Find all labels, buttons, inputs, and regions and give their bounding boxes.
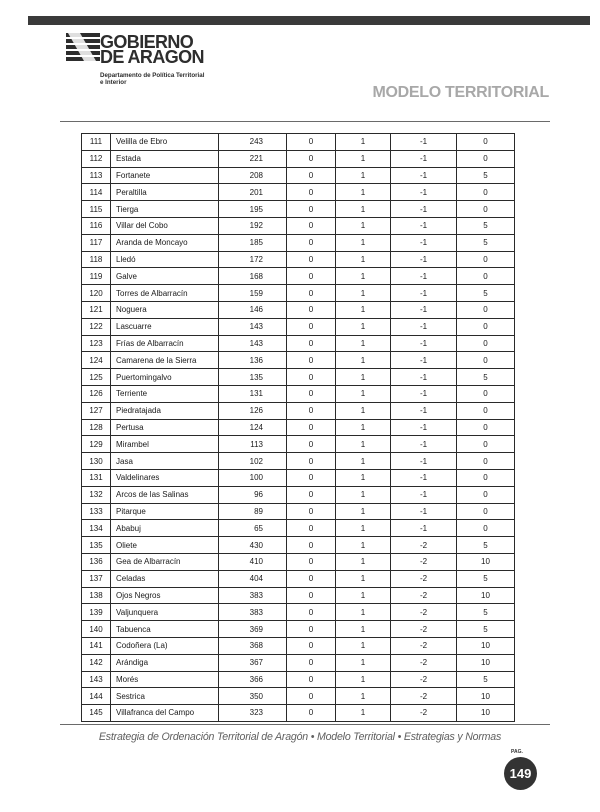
- cell-municipality: Pitarque: [111, 503, 219, 520]
- cell-value-b: 1: [336, 301, 391, 318]
- department-line-2: e Interior: [100, 79, 127, 86]
- cell-value-c: -1: [391, 234, 457, 251]
- cell-municipality: Piedratajada: [111, 402, 219, 419]
- cell-value-c: -1: [391, 251, 457, 268]
- cell-municipality: Torres de Albarracín: [111, 285, 219, 302]
- cell-municipality: Codoñera (La): [111, 637, 219, 654]
- cell-row-number: 126: [82, 385, 111, 402]
- cell-value-c: -2: [391, 570, 457, 587]
- cell-value-a: 0: [287, 335, 336, 352]
- cell-value-c: -1: [391, 520, 457, 537]
- cell-row-number: 133: [82, 503, 111, 520]
- cell-population: 366: [219, 671, 287, 688]
- cell-value-d: 5: [457, 604, 515, 621]
- cell-value-d: 5: [457, 621, 515, 638]
- cell-municipality: Gea de Albarracín: [111, 553, 219, 570]
- table-row: [82, 402, 515, 419]
- page-number: 149: [504, 757, 537, 790]
- cell-value-a: 0: [287, 570, 336, 587]
- cell-municipality: Terriente: [111, 385, 219, 402]
- table-row: [82, 301, 515, 318]
- cell-value-a: 0: [287, 201, 336, 218]
- cell-population: 135: [219, 369, 287, 386]
- cell-value-c: -1: [391, 268, 457, 285]
- table-row: [82, 268, 515, 285]
- cell-value-b: 1: [336, 688, 391, 705]
- table-row: [82, 604, 515, 621]
- cell-population: 143: [219, 318, 287, 335]
- cell-value-c: -1: [391, 436, 457, 453]
- table-row: [82, 150, 515, 167]
- cell-population: 143: [219, 335, 287, 352]
- cell-value-a: 0: [287, 251, 336, 268]
- cell-population: 430: [219, 537, 287, 554]
- cell-value-c: -1: [391, 402, 457, 419]
- cell-value-d: 5: [457, 369, 515, 386]
- cell-municipality: Estada: [111, 150, 219, 167]
- cell-population: 383: [219, 587, 287, 604]
- cell-value-a: 0: [287, 705, 336, 722]
- cell-row-number: 111: [82, 134, 111, 151]
- cell-value-d: 0: [457, 419, 515, 436]
- cell-municipality: Noguera: [111, 301, 219, 318]
- table-row: [82, 469, 515, 486]
- cell-row-number: 120: [82, 285, 111, 302]
- cell-value-c: -1: [391, 453, 457, 470]
- cell-value-b: 1: [336, 654, 391, 671]
- cell-value-d: 5: [457, 217, 515, 234]
- cell-value-c: -1: [391, 285, 457, 302]
- cell-population: 185: [219, 234, 287, 251]
- cell-value-c: -2: [391, 688, 457, 705]
- cell-value-c: -2: [391, 654, 457, 671]
- cell-population: 404: [219, 570, 287, 587]
- logo-line-2: DE ARAGON: [100, 47, 204, 67]
- cell-value-b: 1: [336, 469, 391, 486]
- table-row: [82, 520, 515, 537]
- cell-value-c: -1: [391, 469, 457, 486]
- cell-municipality: Celadas: [111, 570, 219, 587]
- cell-value-a: 0: [287, 654, 336, 671]
- cell-value-d: 5: [457, 570, 515, 587]
- cell-value-a: 0: [287, 604, 336, 621]
- cell-row-number: 143: [82, 671, 111, 688]
- table-row: [82, 318, 515, 335]
- cell-row-number: 131: [82, 469, 111, 486]
- table-row: [82, 436, 515, 453]
- cell-municipality: Villar del Cobo: [111, 217, 219, 234]
- cell-value-a: 0: [287, 537, 336, 554]
- cell-value-b: 1: [336, 134, 391, 151]
- cell-municipality: Valjunquera: [111, 604, 219, 621]
- cell-row-number: 118: [82, 251, 111, 268]
- table-row: [82, 217, 515, 234]
- cell-row-number: 142: [82, 654, 111, 671]
- cell-value-d: 0: [457, 134, 515, 151]
- cell-value-c: -1: [391, 335, 457, 352]
- cell-value-a: 0: [287, 671, 336, 688]
- logo-line-1: GOBIERNO: [100, 32, 194, 52]
- cell-municipality: Lledó: [111, 251, 219, 268]
- cell-value-c: -2: [391, 587, 457, 604]
- cell-value-a: 0: [287, 184, 336, 201]
- cell-value-b: 1: [336, 318, 391, 335]
- cell-value-a: 0: [287, 469, 336, 486]
- table-row: [82, 234, 515, 251]
- cell-value-b: 1: [336, 537, 391, 554]
- table-row: [82, 419, 515, 436]
- cell-value-d: 0: [457, 469, 515, 486]
- cell-municipality: Sestrica: [111, 688, 219, 705]
- cell-population: 102: [219, 453, 287, 470]
- table-row: [82, 285, 515, 302]
- top-bar: [28, 16, 590, 25]
- cell-value-b: 1: [336, 352, 391, 369]
- cell-value-b: 1: [336, 369, 391, 386]
- cell-value-c: -1: [391, 503, 457, 520]
- cell-municipality: Peraltilla: [111, 184, 219, 201]
- table-row: [82, 553, 515, 570]
- table-row: [82, 453, 515, 470]
- department-name: [100, 72, 204, 86]
- cell-value-d: 5: [457, 285, 515, 302]
- table-row: [82, 705, 515, 722]
- cell-value-a: 0: [287, 688, 336, 705]
- cell-value-d: 0: [457, 318, 515, 335]
- cell-value-d: 0: [457, 352, 515, 369]
- cell-value-c: -1: [391, 318, 457, 335]
- cell-population: 410: [219, 553, 287, 570]
- cell-population: 124: [219, 419, 287, 436]
- cell-value-a: 0: [287, 402, 336, 419]
- cell-row-number: 135: [82, 537, 111, 554]
- cell-municipality: Aranda de Moncayo: [111, 234, 219, 251]
- cell-value-d: 0: [457, 268, 515, 285]
- table-row: [82, 671, 515, 688]
- cell-value-b: 1: [336, 234, 391, 251]
- cell-value-b: 1: [336, 150, 391, 167]
- table-row: [82, 637, 515, 654]
- cell-value-d: 10: [457, 705, 515, 722]
- cell-value-c: -1: [391, 167, 457, 184]
- cell-municipality: Ojos Negros: [111, 587, 219, 604]
- cell-value-b: 1: [336, 604, 391, 621]
- cell-row-number: 130: [82, 453, 111, 470]
- cell-value-c: -2: [391, 553, 457, 570]
- cell-value-a: 0: [287, 167, 336, 184]
- cell-value-a: 0: [287, 318, 336, 335]
- table-row: [82, 335, 515, 352]
- cell-municipality: Arándiga: [111, 654, 219, 671]
- cell-value-d: 0: [457, 150, 515, 167]
- table-row: [82, 503, 515, 520]
- cell-row-number: 127: [82, 402, 111, 419]
- cell-value-b: 1: [336, 217, 391, 234]
- table-row: [82, 385, 515, 402]
- cell-row-number: 115: [82, 201, 111, 218]
- cell-value-a: 0: [287, 134, 336, 151]
- cell-row-number: 125: [82, 369, 111, 386]
- cell-municipality: Puertomingalvo: [111, 369, 219, 386]
- cell-value-d: 0: [457, 520, 515, 537]
- table-row: [82, 537, 515, 554]
- cell-population: 96: [219, 486, 287, 503]
- cell-value-a: 0: [287, 637, 336, 654]
- cell-municipality: Pertusa: [111, 419, 219, 436]
- cell-row-number: 136: [82, 553, 111, 570]
- cell-value-c: -1: [391, 385, 457, 402]
- cell-value-d: 0: [457, 251, 515, 268]
- cell-value-b: 1: [336, 486, 391, 503]
- cell-row-number: 139: [82, 604, 111, 621]
- cell-value-c: -2: [391, 604, 457, 621]
- cell-value-a: 0: [287, 385, 336, 402]
- cell-value-b: 1: [336, 705, 391, 722]
- table-row: [82, 654, 515, 671]
- cell-row-number: 116: [82, 217, 111, 234]
- department-line-1: Departamento de Política Territorial: [100, 72, 205, 79]
- logo: [66, 31, 216, 91]
- cell-value-c: -2: [391, 705, 457, 722]
- cell-municipality: Ababuj: [111, 520, 219, 537]
- cell-population: 367: [219, 654, 287, 671]
- cell-value-c: -2: [391, 637, 457, 654]
- cell-value-d: 5: [457, 671, 515, 688]
- cell-value-b: 1: [336, 587, 391, 604]
- cell-population: 221: [219, 150, 287, 167]
- cell-value-d: 0: [457, 453, 515, 470]
- cell-value-c: -1: [391, 301, 457, 318]
- cell-value-c: -2: [391, 671, 457, 688]
- table-row: [82, 621, 515, 638]
- cell-value-b: 1: [336, 553, 391, 570]
- cell-value-b: 1: [336, 621, 391, 638]
- table-row: [82, 251, 515, 268]
- cell-value-a: 0: [287, 301, 336, 318]
- cell-population: 323: [219, 705, 287, 722]
- cell-row-number: 144: [82, 688, 111, 705]
- cell-population: 126: [219, 402, 287, 419]
- cell-row-number: 117: [82, 234, 111, 251]
- aragon-logo-icon: [66, 33, 100, 61]
- cell-municipality: Frías de Albarracín: [111, 335, 219, 352]
- cell-municipality: Morés: [111, 671, 219, 688]
- cell-population: 146: [219, 301, 287, 318]
- cell-value-b: 1: [336, 402, 391, 419]
- cell-population: 89: [219, 503, 287, 520]
- cell-population: 383: [219, 604, 287, 621]
- cell-row-number: 129: [82, 436, 111, 453]
- cell-population: 208: [219, 167, 287, 184]
- cell-value-c: -1: [391, 419, 457, 436]
- cell-value-a: 0: [287, 150, 336, 167]
- table-row: [82, 134, 515, 151]
- cell-municipality: Lascuarre: [111, 318, 219, 335]
- cell-value-b: 1: [336, 570, 391, 587]
- cell-row-number: 114: [82, 184, 111, 201]
- cell-value-d: 0: [457, 503, 515, 520]
- cell-row-number: 137: [82, 570, 111, 587]
- cell-value-d: 0: [457, 335, 515, 352]
- cell-row-number: 123: [82, 335, 111, 352]
- cell-value-d: 10: [457, 654, 515, 671]
- cell-population: 100: [219, 469, 287, 486]
- cell-value-a: 0: [287, 419, 336, 436]
- cell-value-a: 0: [287, 453, 336, 470]
- cell-municipality: Fortanete: [111, 167, 219, 184]
- cell-population: 65: [219, 520, 287, 537]
- cell-municipality: Jasa: [111, 453, 219, 470]
- cell-value-c: -1: [391, 217, 457, 234]
- cell-value-a: 0: [287, 436, 336, 453]
- cell-population: 159: [219, 285, 287, 302]
- table-row: [82, 352, 515, 369]
- cell-population: 168: [219, 268, 287, 285]
- cell-value-b: 1: [336, 335, 391, 352]
- cell-municipality: Camarena de la Sierra: [111, 352, 219, 369]
- cell-value-a: 0: [287, 352, 336, 369]
- cell-value-a: 0: [287, 587, 336, 604]
- cell-value-a: 0: [287, 621, 336, 638]
- cell-value-d: 0: [457, 486, 515, 503]
- cell-value-b: 1: [336, 184, 391, 201]
- cell-row-number: 122: [82, 318, 111, 335]
- cell-value-a: 0: [287, 553, 336, 570]
- cell-row-number: 119: [82, 268, 111, 285]
- cell-value-a: 0: [287, 369, 336, 386]
- table-row: [82, 570, 515, 587]
- cell-value-b: 1: [336, 503, 391, 520]
- cell-municipality: Velilla de Ebro: [111, 134, 219, 151]
- table-row: [82, 167, 515, 184]
- cell-value-d: 0: [457, 201, 515, 218]
- cell-municipality: Tabuenca: [111, 621, 219, 638]
- cell-population: 113: [219, 436, 287, 453]
- cell-row-number: 112: [82, 150, 111, 167]
- cell-value-b: 1: [336, 201, 391, 218]
- cell-value-b: 1: [336, 251, 391, 268]
- cell-row-number: 128: [82, 419, 111, 436]
- cell-value-d: 5: [457, 537, 515, 554]
- table-row: [82, 369, 515, 386]
- cell-row-number: 134: [82, 520, 111, 537]
- cell-value-d: 5: [457, 167, 515, 184]
- cell-population: 369: [219, 621, 287, 638]
- cell-population: 243: [219, 134, 287, 151]
- cell-value-d: 0: [457, 385, 515, 402]
- header-divider: [60, 121, 550, 122]
- cell-population: 131: [219, 385, 287, 402]
- cell-value-d: 5: [457, 234, 515, 251]
- cell-value-d: 0: [457, 301, 515, 318]
- cell-value-b: 1: [336, 453, 391, 470]
- cell-value-d: 10: [457, 587, 515, 604]
- cell-value-a: 0: [287, 520, 336, 537]
- cell-population: 172: [219, 251, 287, 268]
- cell-population: 136: [219, 352, 287, 369]
- cell-value-c: -1: [391, 369, 457, 386]
- cell-value-d: 0: [457, 436, 515, 453]
- data-table: [81, 133, 515, 722]
- cell-row-number: 138: [82, 587, 111, 604]
- cell-value-d: 10: [457, 688, 515, 705]
- cell-value-c: -1: [391, 134, 457, 151]
- table-row: [82, 688, 515, 705]
- cell-value-b: 1: [336, 285, 391, 302]
- cell-row-number: 132: [82, 486, 111, 503]
- footer-text: Estrategia de Ordenación Territorial de Aragón • Modelo Territorial • Estrategias y Normas: [98, 731, 502, 743]
- cell-value-d: 10: [457, 553, 515, 570]
- cell-value-a: 0: [287, 234, 336, 251]
- section-title: MODELO TERRITORIAL: [372, 84, 549, 101]
- cell-value-c: -2: [391, 621, 457, 638]
- cell-value-d: 0: [457, 402, 515, 419]
- cell-value-c: -2: [391, 537, 457, 554]
- cell-municipality: Tierga: [111, 201, 219, 218]
- table-row: [82, 486, 515, 503]
- cell-value-b: 1: [336, 671, 391, 688]
- cell-row-number: 113: [82, 167, 111, 184]
- footer-divider: [60, 724, 550, 725]
- page-label: PAG.: [511, 749, 523, 755]
- cell-municipality: Oliete: [111, 537, 219, 554]
- cell-row-number: 141: [82, 637, 111, 654]
- cell-value-b: 1: [336, 436, 391, 453]
- table-row: [82, 201, 515, 218]
- cell-row-number: 124: [82, 352, 111, 369]
- cell-value-b: 1: [336, 419, 391, 436]
- cell-value-b: 1: [336, 167, 391, 184]
- cell-value-c: -1: [391, 150, 457, 167]
- cell-value-c: -1: [391, 486, 457, 503]
- cell-value-b: 1: [336, 520, 391, 537]
- cell-row-number: 145: [82, 705, 111, 722]
- cell-value-c: -1: [391, 201, 457, 218]
- cell-population: 350: [219, 688, 287, 705]
- table-row: [82, 184, 515, 201]
- cell-municipality: Mirambel: [111, 436, 219, 453]
- cell-municipality: Arcos de las Salinas: [111, 486, 219, 503]
- cell-value-a: 0: [287, 268, 336, 285]
- cell-value-a: 0: [287, 285, 336, 302]
- cell-municipality: Valdelinares: [111, 469, 219, 486]
- cell-value-c: -1: [391, 184, 457, 201]
- cell-value-a: 0: [287, 217, 336, 234]
- cell-municipality: Villafranca del Campo: [111, 705, 219, 722]
- cell-row-number: 140: [82, 621, 111, 638]
- table-row: [82, 587, 515, 604]
- cell-value-d: 0: [457, 184, 515, 201]
- cell-value-a: 0: [287, 503, 336, 520]
- cell-value-b: 1: [336, 637, 391, 654]
- cell-value-c: -1: [391, 352, 457, 369]
- cell-population: 195: [219, 201, 287, 218]
- cell-population: 368: [219, 637, 287, 654]
- cell-population: 192: [219, 217, 287, 234]
- cell-row-number: 121: [82, 301, 111, 318]
- cell-value-d: 10: [457, 637, 515, 654]
- cell-population: 201: [219, 184, 287, 201]
- cell-value-a: 0: [287, 486, 336, 503]
- cell-value-b: 1: [336, 385, 391, 402]
- table-body: [82, 134, 515, 722]
- cell-municipality: Galve: [111, 268, 219, 285]
- cell-value-b: 1: [336, 268, 391, 285]
